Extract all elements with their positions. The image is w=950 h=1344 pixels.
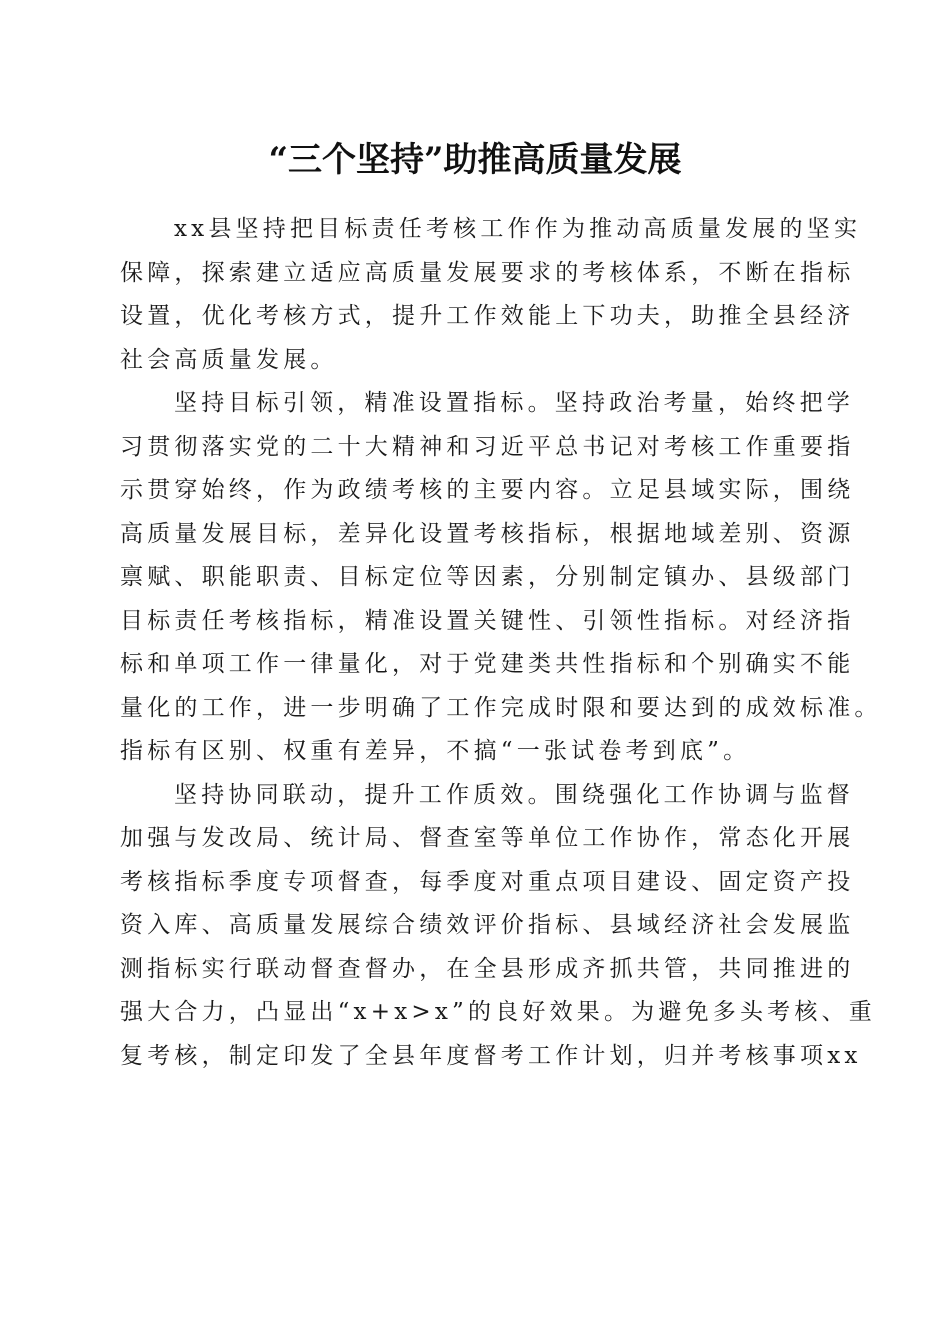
text-line: xx县坚持把目标责任考核工作作为推动高质量发展的坚实 [174,216,862,242]
text-line: 复考核，制定印发了全县年度督考工作计划，归并考核事项xx [120,1042,862,1069]
text-line: 设置，优化考核方式，提升工作效能上下功夫，助推全县经济 [120,303,855,329]
paragraph-target-guidance [120,382,882,774]
text-line: 坚持目标引领，精准设置指标。坚持政治考量，始终把学 [174,390,854,416]
document-title: “三个坚持”助推高质量发展 [268,140,682,180]
text-line: 加强与发改局、统计局、督查室等单位工作协作，常态化开展 [120,825,855,851]
text-line: 资入库、高质量发展综合绩效评价指标、县域经济社会发展监 [120,912,855,938]
text-line: 测指标实行联动督查督办，在全县形成齐抓共管，共同推进的 [120,955,855,982]
text-line: 示贯穿始终，作为政绩考核的主要内容。立足县域实际，围绕 [120,477,855,503]
text-line: 量化的工作，进一步明确了工作完成时限和要达到的成效标准。 [120,694,882,721]
text-line: 强大合力，凸显出“x+x>x”的良好效果。为避免多头考核、重 [120,999,876,1025]
text-line: 指标有区别、权重有差异，不搞“一张试卷考到底”。 [120,738,751,764]
text-line: 高质量发展目标，差异化设置考核指标，根据地域差别、资源 [120,520,855,547]
text-line: 社会高质量发展。 [120,346,338,373]
document-body [120,208,882,1078]
text-line: 目标责任考核指标，精准设置关键性、引领性指标。对经济指 [120,607,855,634]
text-line: 坚持协同联动，提升工作质效。围绕强化工作协调与监督 [174,781,854,808]
text-line: 习贯彻落实党的二十大精神和习近平总书记对考核工作重要指 [120,433,855,460]
text-line: 保障，探索建立适应高质量发展要求的考核体系，不断在指标 [120,259,855,286]
text-line: 禀赋、职能职责、目标定位等因素，分别制定镇办、县级部门 [120,564,855,590]
text-line: 考核指标季度专项督查，每季度对重点项目建设、固定资产投 [120,868,855,895]
text-line: 标和单项工作一律量化，对于党建类共性指标和个别确实不能 [120,651,855,677]
paragraph-coordination [120,774,876,1079]
paragraph-intro [120,208,862,382]
